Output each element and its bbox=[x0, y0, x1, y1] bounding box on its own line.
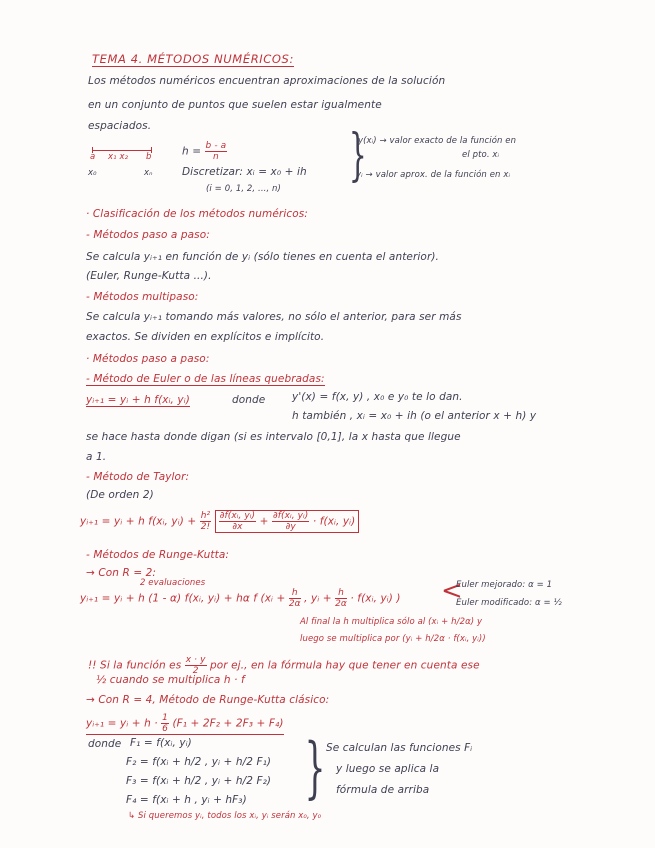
h-numerator: b - a bbox=[205, 141, 227, 151]
taylor-h2-fraction bbox=[200, 511, 212, 532]
intro-line-1: Los métodos numéricos encuentran aproximaciones de la solución bbox=[88, 75, 446, 87]
exact-value-def: y(xᵢ) → valor exacto de la función en bbox=[358, 136, 517, 146]
rk2-h-den-2: 2α bbox=[335, 599, 347, 609]
taylor-tail: · f(xᵢ, yᵢ) bbox=[312, 515, 356, 528]
taylor-heading: - Método de Taylor: bbox=[86, 471, 190, 483]
exact-value-def-cont: el pto. xᵢ bbox=[462, 150, 500, 160]
axis-points-label: x₁ x₂ bbox=[108, 152, 129, 162]
rk2-formula-start: yᵢ₊₁ = yᵢ + h (1 - α) f(xᵢ, yᵢ) + hα f (xᵢ + bbox=[80, 592, 286, 605]
warning-fraction-num: x · y bbox=[185, 655, 206, 665]
taylor-bracket bbox=[215, 510, 360, 533]
multistep-text-2: exactos. Se dividen en explícitos e implícito. bbox=[86, 331, 325, 343]
taylor-dy-fraction bbox=[272, 511, 309, 532]
rk2-h-num-2: h bbox=[335, 588, 347, 599]
rk2-note-1: Al final la h multiplica sólo al (xᵢ + h/2α) y bbox=[300, 617, 483, 627]
euler-where: donde bbox=[232, 394, 266, 406]
rk2-h-fraction-2 bbox=[335, 588, 347, 609]
step-section-heading: · Métodos paso a paso: bbox=[86, 353, 210, 365]
axis-xn-label: xₙ bbox=[144, 168, 153, 178]
euler-formula: yᵢ₊₁ = yᵢ + h f(xᵢ, yᵢ) bbox=[86, 394, 190, 406]
warning-fraction bbox=[185, 655, 207, 676]
footer-note: ↳ Si queremos yᵢ, todos los xᵢ, yᵢ serán x₀, y₀ bbox=[128, 811, 322, 821]
euler-improved: Euler mejorado: α = 1 bbox=[456, 580, 553, 590]
discretize-formula: Discretizar: xᵢ = x₀ + ih bbox=[182, 166, 307, 178]
taylor-dx-den: ∂x bbox=[232, 522, 243, 532]
rk4-sixth-num: 1 bbox=[162, 713, 168, 723]
page-title: TEMA 4. MÉTODOS NUMÉRICOS: bbox=[92, 52, 294, 66]
axis-line bbox=[92, 150, 152, 151]
euler-cond-1: y'(x) = f(x, y) , x₀ e y₀ te lo dan. bbox=[292, 391, 463, 403]
taylor-h2-den: 2! bbox=[200, 522, 211, 532]
taylor-formula-start: yᵢ₊₁ = yᵢ + h f(xᵢ, yᵢ) + bbox=[80, 515, 197, 528]
approx-value-def: yᵢ → valor aprox. de la función en xᵢ bbox=[356, 170, 511, 180]
euler-cond-4: a 1. bbox=[86, 451, 107, 463]
rk4-F3: F₃ = f(xᵢ + h/2 , yᵢ + h/2 F₂) bbox=[126, 775, 272, 787]
rk2-formula bbox=[80, 588, 401, 609]
runge-kutta-heading: - Métodos de Runge-Kutta: bbox=[86, 549, 230, 561]
euler-modified: Euler modificado: α = ½ bbox=[456, 598, 562, 608]
rk2-formula-mid: , yᵢ + bbox=[304, 592, 332, 605]
multistep-text-1: Se calcula yᵢ₊₁ tomando más valores, no sólo el anterior, para ser más bbox=[86, 311, 462, 323]
rk4-F2: F₂ = f(xᵢ + h/2 , yᵢ + h/2 F₁) bbox=[126, 756, 272, 768]
warning-start: !! Si la función es bbox=[88, 659, 182, 672]
rk2-formula-tail: · f(xᵢ, yᵢ) ) bbox=[350, 592, 401, 605]
definitions-brace: } bbox=[348, 123, 367, 188]
rk4-heading: → Con R = 4, Método de Runge-Kutta clásico: bbox=[86, 694, 330, 706]
warning-rest: por ej., en la fórmula hay que tener en cuenta ese bbox=[209, 659, 480, 672]
euler-heading: - Método de Euler o de las líneas quebradas: bbox=[86, 373, 325, 385]
h-denominator: n bbox=[212, 152, 219, 162]
step-methods-heading: - Métodos paso a paso: bbox=[86, 229, 210, 241]
rk4-side-2: y luego se aplica la bbox=[336, 763, 440, 775]
rk4-formula bbox=[86, 713, 284, 735]
rk2-h-den: 2α bbox=[288, 599, 301, 609]
warning-fraction-den: 2 bbox=[192, 666, 199, 676]
rk4-F4: F₄ = f(xᵢ + h , yᵢ + hF₃) bbox=[126, 794, 247, 806]
axis-a-label: a bbox=[90, 152, 96, 162]
euler-cond-3: se hace hasta donde digan (si es intervalo [0,1], la x hasta que llegue bbox=[86, 431, 461, 443]
warning-line-2: ½ cuando se multiplica h · f bbox=[96, 674, 245, 686]
rk4-formula-start: yᵢ₊₁ = yᵢ + h · bbox=[86, 717, 158, 730]
rk4-side-1: Se calculan las funciones Fᵢ bbox=[326, 742, 473, 754]
rk2-h-fraction bbox=[289, 588, 301, 609]
taylor-plus: + bbox=[259, 515, 269, 528]
rk4-brace: } bbox=[304, 729, 326, 806]
warning-line-1 bbox=[88, 655, 480, 676]
taylor-order: (De orden 2) bbox=[86, 489, 154, 501]
euler-cond-2: h también , xᵢ = x₀ + ih (o el anterior x + h) y bbox=[292, 410, 537, 422]
rk2-evaluations: 2 evaluaciones bbox=[140, 578, 206, 588]
taylor-formula bbox=[80, 510, 359, 533]
classification-heading: · Clasificación de los métodos numéricos: bbox=[86, 208, 308, 220]
rk2-note-2: luego se multiplica por (yᵢ + h/2α · f(xᵢ, yᵢ)) bbox=[300, 634, 486, 644]
step-methods-text-1: Se calcula yᵢ₊₁ en función de yᵢ (sólo tienes en cuenta el anterior). bbox=[86, 251, 439, 263]
intro-line-2: en un conjunto de puntos que suelen estar igualmente bbox=[88, 99, 382, 111]
rk4-side-3: fórmula de arriba bbox=[336, 784, 430, 796]
step-methods-text-2: (Euler, Runge-Kutta ...). bbox=[86, 270, 212, 282]
multistep-heading: - Métodos multipaso: bbox=[86, 291, 199, 303]
rk2-h-num: h bbox=[289, 588, 301, 599]
taylor-h2-num: h² bbox=[200, 511, 211, 521]
rk4-sixth-fraction bbox=[161, 713, 169, 734]
taylor-dx-num: ∂f(xᵢ, yᵢ) bbox=[219, 511, 256, 521]
intro-line-3: espaciados. bbox=[88, 120, 152, 132]
rk4-sixth-den: 6 bbox=[162, 724, 168, 734]
taylor-dy-num: ∂f(xᵢ, yᵢ) bbox=[272, 511, 309, 521]
taylor-dy-den: ∂y bbox=[285, 522, 296, 532]
h-fraction bbox=[205, 141, 228, 162]
axis-x0-label: x₀ bbox=[88, 168, 97, 178]
rk2-heading: → Con R = 2: bbox=[86, 567, 157, 579]
rk4-where: donde bbox=[88, 738, 122, 750]
axis-b-label: b bbox=[146, 152, 152, 162]
rk4-F1: F₁ = f(xᵢ, yᵢ) bbox=[130, 737, 192, 749]
h-definition bbox=[182, 141, 227, 162]
taylor-dx-fraction bbox=[219, 511, 256, 532]
rk2-brace: < bbox=[441, 576, 463, 606]
rk4-formula-tail: (F₁ + 2F₂ + 2F₃ + F₄) bbox=[172, 717, 284, 730]
h-label: h = bbox=[182, 145, 202, 158]
index-range: (i = 0, 1, 2, ..., n) bbox=[206, 184, 281, 194]
